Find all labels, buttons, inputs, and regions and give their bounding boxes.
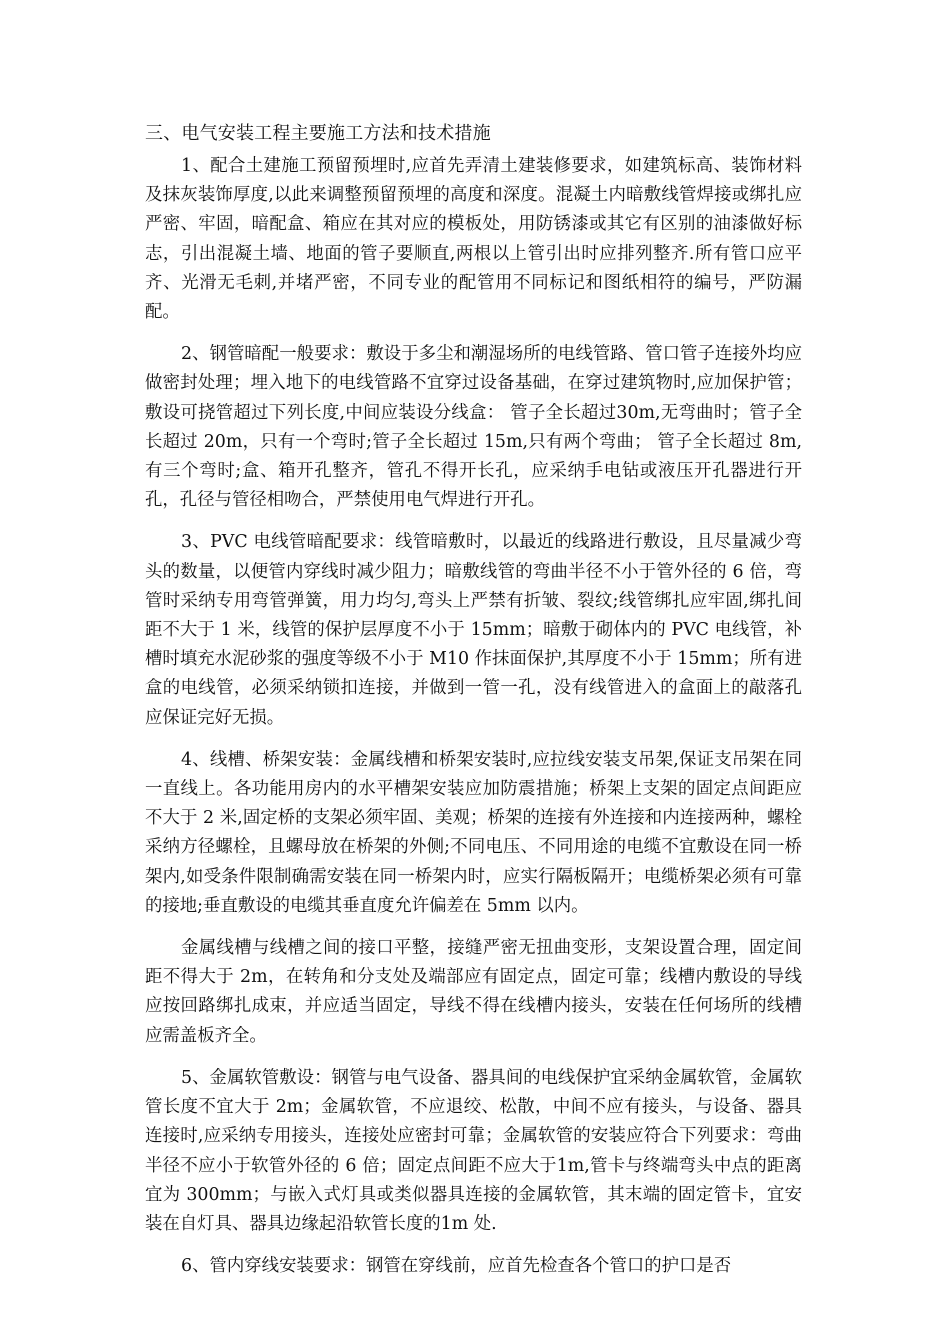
paragraph-7: 6、管内穿线安装要求：钢管在穿线前，应首先检查各个管口的护口是否 — [181, 1256, 732, 1277]
document-page — [145, 118, 802, 1294]
paragraph-5: 金属线槽与线槽之间的接口平整，接缝严密无扭曲变形，支架设置合理，固定间距不得大于 2m，在转角和分支处及端部应有固定点，固定可靠；线槽内敷设的导线应按回路绑扎成束，并应适当固定，导线不得在线槽内接头，安装在任何场所的线槽应需盖板齐全。 — [145, 938, 802, 1046]
paragraph-6: 5、金属软管敷设：钢管与电气设备、器具间的电线保护宜采纳金属软管，金属软管长度不宜大于 2m；金属软管，不应退绞、松散，中间不应有接头，与设备、器具连接时,应采纳专用接头，连接处应密封可靠；金属软管的安装应符合下列要求：弯曲半径不应小于软管外径的 6 倍；固定点间距不应大于1m,管卡与终端弯头中点的距离宜为 300mm；与嵌入式灯具或类似器具连接的金属软管，其末端的固定管卡，宜安装在自灯具、器具边缘起沿软管长度的1m 处. — [145, 1067, 802, 1234]
paragraph-1: 1、配合土建施工预留预埋时,应首先弄清土建装修要求，如建筑标高、装饰材料及抹灰装饰厚度,以此来调整预留预埋的高度和深度。混凝土内暗敷线管焊接或绑扎应严密、牢固，暗配盒、箱应在其对应的模板处，用防锈漆或其它有区别的油漆做好标志，引出混凝土墙、地面的管子要顺直,两根以上管引出时应排列整齐.所有管口应平齐、光滑无毛刺,并堵严密，不同专业的配管用不同标记和图纸相符的编号，严防漏配。 — [145, 156, 802, 323]
paragraph-2: 2、钢管暗配一般要求：敷设于多尘和潮湿场所的电线管路、管口管子连接外均应做密封处理；埋入地下的电线管路不宜穿过设备基础，在穿过建筑物时,应加保护管；敷设可挠管超过下列长度,中间应装设分线盒： 管子全长超过30m,无弯曲时；管子全长超过 20m，只有一个弯时;管子全长超过 15m,只有两个弯曲； 管子全长超过 8m,有三个弯时;盒、箱开孔整齐，管孔不得开长孔，应采纳手电钻或液压开孔器进行开孔，孔径与管径相吻合，严禁使用电气焊进行开孔。 — [145, 344, 802, 511]
paragraph-3: 3、PVC 电线管暗配要求：线管暗敷时，以最近的线路进行敷设，且尽量减少弯头的数量，以便管内穿线时减少阻力；暗敷线管的弯曲半径不小于管外径的 6 倍，弯管时采纳专用弯管弹簧，用力均匀,弯头上严禁有折皱、裂纹;线管绑扎应牢固,绑扎间距不大于 1 米，线管的保护层厚度不小于 15mm；暗敷于砌体内的 PVC 电线管，补槽时填充水泥砂浆的强度等级不小于 M10 作抹面保护,其厚度不小于 15mm；所有进盒的电线管，必须采纳锁扣连接，并做到一管一孔，没有线管进入的盒面上的敲落孔应保证完好无损。 — [145, 532, 802, 728]
section-heading: 三、电气安装工程主要施工方法和技术措施 — [145, 123, 491, 144]
paragraph-4: 4、线槽、桥架安装：金属线槽和桥架安装时,应拉线安装支吊架,保证支吊架在同一直线上。各功能用房内的水平槽架安装应加防震措施；桥架上支架的固定点间距应不大于 2 米,固定桥的支架必须牢固、美观；桥架的连接有外连接和内连接两种，螺栓采纳方径螺栓，且螺母放在桥架的外侧;不同电压、不同用途的电缆不宜敷设在同一桥架内,如受条件限制确需安装在同一桥架内时，应实行隔板隔开；电缆桥架必须有可靠的接地;垂直敷设的电缆其垂直度允许偏差在 5mm 以内。 — [145, 749, 802, 916]
